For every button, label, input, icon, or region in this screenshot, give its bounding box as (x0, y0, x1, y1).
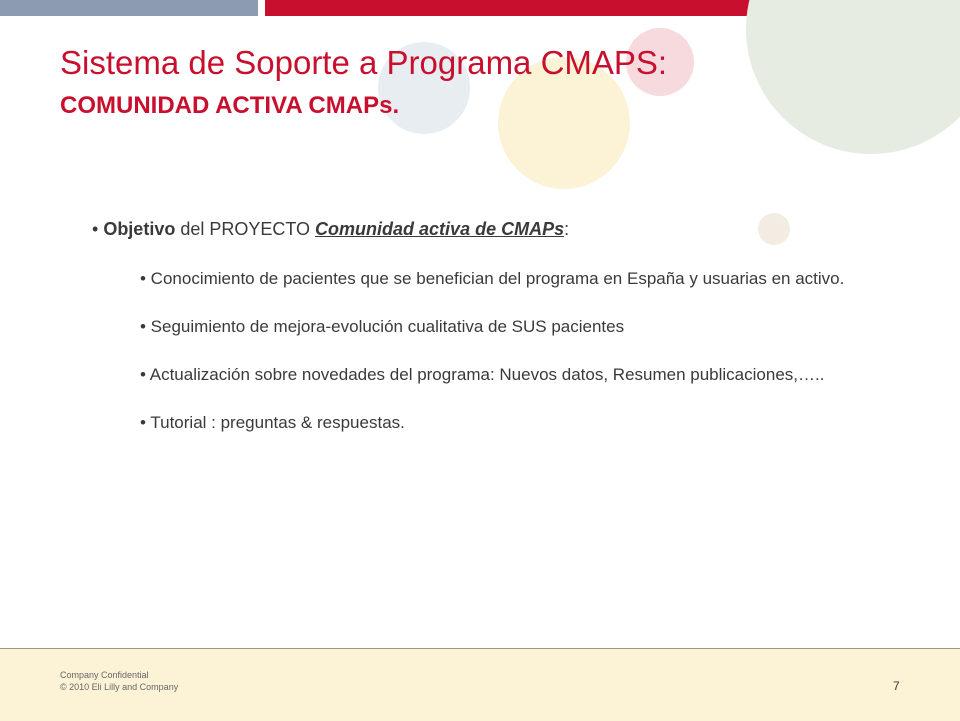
sub-bullet: • Conocimiento de pacientes que se benefician del programa en España y usuarias en activo. (140, 269, 845, 288)
project-name: Comunidad activa de CMAPs (315, 219, 565, 239)
main-bullet: • Objetivo del PROYECTO Comunidad activa de CMAPs: (92, 219, 570, 239)
slide-title: Sistema de Soporte a Programa CMAPS: (60, 44, 668, 81)
decorative-circle-green (746, 0, 960, 154)
slide-subtitle: COMUNIDAD ACTIVA CMAPs. (60, 92, 400, 119)
main-bullet-middle-text: del PROYECTO (175, 219, 316, 239)
footer-confidential: Company Confidential (60, 670, 149, 680)
main-bullet-bold-word: Objetivo (103, 219, 176, 239)
slide-content (92, 216, 862, 436)
footer-copyright: © 2010 Eli Lilly and Company (60, 682, 179, 692)
footer (0, 648, 960, 721)
page-number: 7 (893, 679, 900, 693)
footer-text (60, 669, 178, 693)
sub-bullet-list (92, 266, 862, 436)
main-bullet-suffix: : (564, 219, 570, 239)
sub-bullet: • Tutorial : preguntas & respuestas. (140, 413, 405, 432)
top-bar-gray (0, 0, 258, 16)
sub-bullet: • Seguimiento de mejora-evolución cualitativa de SUS pacientes (140, 317, 625, 336)
sub-bullet: • Actualización sobre novedades del programa: Nuevos datos, Resumen publicaciones,….. (140, 365, 825, 384)
